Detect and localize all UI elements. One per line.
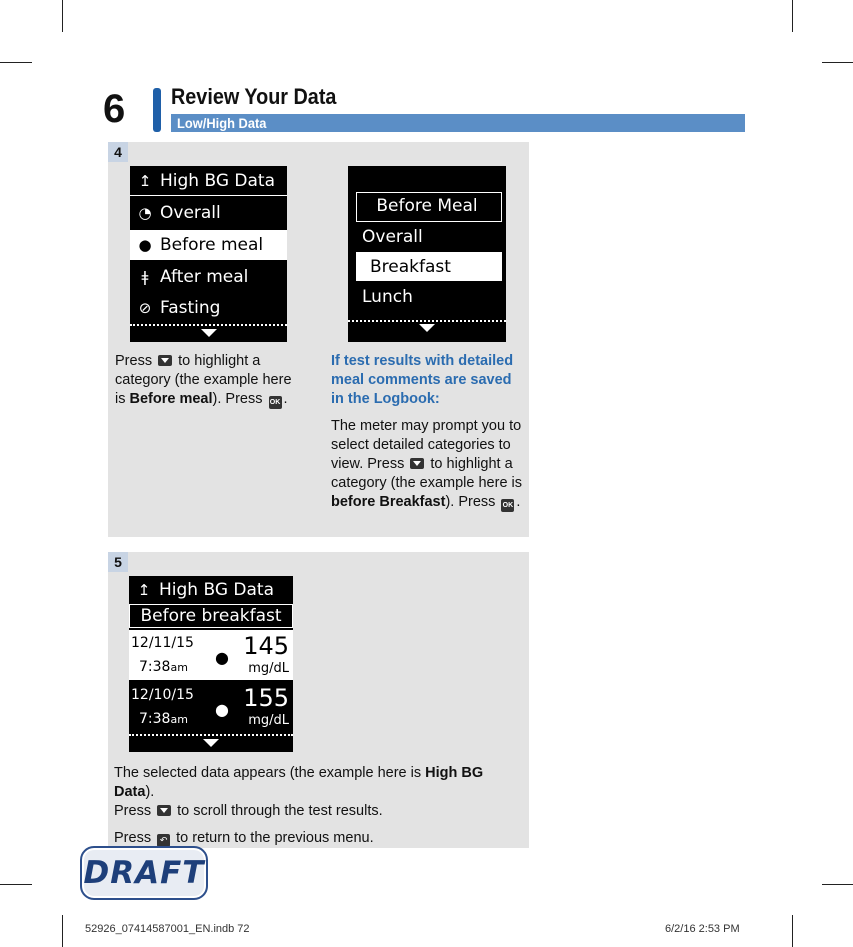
result-unit: mg/dL xyxy=(248,661,289,676)
result-date: 12/11/15 xyxy=(131,635,194,651)
clock-icon: ◔ xyxy=(138,204,152,222)
screen-header-label: High BG Data xyxy=(159,580,275,600)
step-4-panel xyxy=(108,142,529,537)
menu-item-breakfast xyxy=(356,252,502,281)
screen-subheader xyxy=(129,604,293,628)
menu-item-label: Overall xyxy=(362,227,423,247)
menu-item-label: Lunch xyxy=(362,287,413,307)
print-footer-left: 52926_07414587001_EN.indb 72 xyxy=(85,923,250,935)
crop-mark xyxy=(0,62,32,63)
time-value: 7:38 xyxy=(139,659,171,675)
screen-header-label: Before Meal xyxy=(376,196,478,216)
text-fragment: Press xyxy=(115,353,153,369)
text-fragment: to highlight a category (the example here is xyxy=(115,353,292,407)
scroll-divider xyxy=(129,734,293,736)
step-5-instructions xyxy=(114,764,514,856)
menu-item-overall xyxy=(130,198,287,228)
step-4-instructions xyxy=(115,352,305,417)
chapter-bar xyxy=(153,88,161,132)
ok-key-icon: OK xyxy=(501,499,514,512)
back-key-icon: ↶ xyxy=(157,834,170,847)
draft-label: DRAFT xyxy=(83,855,205,891)
screen-header xyxy=(130,168,287,194)
menu-item-label: Before meal xyxy=(160,235,264,255)
text-fragment: . xyxy=(283,391,288,407)
menu-item-after-meal xyxy=(130,262,287,292)
meter-screen-high-bg xyxy=(130,166,287,342)
meter-screen-results xyxy=(129,576,293,752)
text-fragment: to scroll through the test results. xyxy=(177,803,383,819)
screen-header xyxy=(348,193,506,219)
page-subtitle: Low/High Data xyxy=(177,115,267,131)
scroll-divider xyxy=(348,320,506,322)
result-row xyxy=(129,682,293,732)
draft-stamp xyxy=(80,846,208,900)
menu-item-label: Breakfast xyxy=(370,256,451,277)
result-time xyxy=(139,659,188,675)
crop-mark xyxy=(62,915,63,947)
crop-mark xyxy=(62,0,63,32)
print-footer-right: 6/2/16 2:53 PM xyxy=(665,923,740,935)
screen-subheader-label: Before breakfast xyxy=(140,606,282,626)
highlight-example: Before meal xyxy=(129,391,213,407)
menu-item-label: Fasting xyxy=(160,298,221,318)
result-value: 155 xyxy=(243,684,289,712)
apple-icon: ● xyxy=(138,236,152,254)
screen-header-label: High BG Data xyxy=(160,171,276,191)
arrow-up-icon: ↥ xyxy=(138,172,152,190)
step-number: 5 xyxy=(108,552,128,572)
crop-mark xyxy=(792,0,793,32)
text-fragment: to return to the previous menu. xyxy=(176,830,374,846)
menu-item-before-meal xyxy=(130,230,287,260)
step-4-detail-instructions xyxy=(331,352,523,520)
crop-mark xyxy=(0,884,32,885)
arrow-up-icon: ↥ xyxy=(137,581,151,599)
text-fragment: . xyxy=(516,494,521,510)
ok-key-icon: OK xyxy=(269,396,282,409)
text-fragment: ). xyxy=(145,784,155,800)
subtitle-bar xyxy=(171,114,745,132)
menu-item-label: After meal xyxy=(160,267,249,287)
text-fragment: ). Press xyxy=(212,391,263,407)
result-value: 145 xyxy=(243,632,289,660)
text-fragment: Press xyxy=(114,803,152,819)
crop-mark xyxy=(822,62,853,63)
scroll-down-indicator xyxy=(203,739,219,747)
screen-header xyxy=(129,578,293,602)
down-key-icon xyxy=(158,355,172,366)
crop-mark xyxy=(792,915,793,947)
text-fragment: ). Press xyxy=(445,494,496,510)
apple-icon: ● xyxy=(215,700,229,719)
apple-icon: ● xyxy=(215,648,229,667)
down-key-icon xyxy=(410,458,424,469)
detail-heading: If test results with detailed meal comments are saved in the Logbook: xyxy=(331,353,514,407)
menu-item-label: Overall xyxy=(160,203,221,223)
highlight-example: before Breakfast xyxy=(331,494,446,510)
scroll-divider xyxy=(130,324,287,326)
menu-item-lunch xyxy=(348,282,506,312)
menu-item-fasting xyxy=(130,293,287,323)
no-symbol-icon: ⊘ xyxy=(138,299,152,317)
time-ampm: am xyxy=(170,661,188,674)
page-title: Review Your Data xyxy=(171,84,337,109)
result-unit: mg/dL xyxy=(248,713,289,728)
meter-screen-before-meal xyxy=(348,166,506,342)
down-key-icon xyxy=(157,805,171,816)
text-fragment: The meter may prompt you to select detailed categories to view. Press xyxy=(331,418,522,472)
result-date: 12/10/15 xyxy=(131,687,194,703)
apple-core-icon: ǂ xyxy=(141,268,149,286)
text-fragment: The selected data appears (the example here is xyxy=(114,765,422,781)
highlight-example: High BG Data xyxy=(114,765,484,800)
time-ampm: am xyxy=(170,713,188,726)
menu-item-overall xyxy=(348,222,506,252)
text-fragment: to highlight a category (the example here is xyxy=(331,456,523,491)
divider xyxy=(130,195,287,196)
step-number: 4 xyxy=(108,142,128,162)
scroll-down-indicator xyxy=(201,329,217,337)
time-value: 7:38 xyxy=(139,711,171,727)
scroll-down-indicator xyxy=(419,324,435,332)
result-row-highlighted xyxy=(129,630,293,680)
result-time xyxy=(139,711,188,727)
chapter-number: 6 xyxy=(103,87,126,131)
step-5-panel xyxy=(108,552,529,848)
crop-mark xyxy=(822,884,853,885)
text-fragment: Press xyxy=(114,830,152,846)
